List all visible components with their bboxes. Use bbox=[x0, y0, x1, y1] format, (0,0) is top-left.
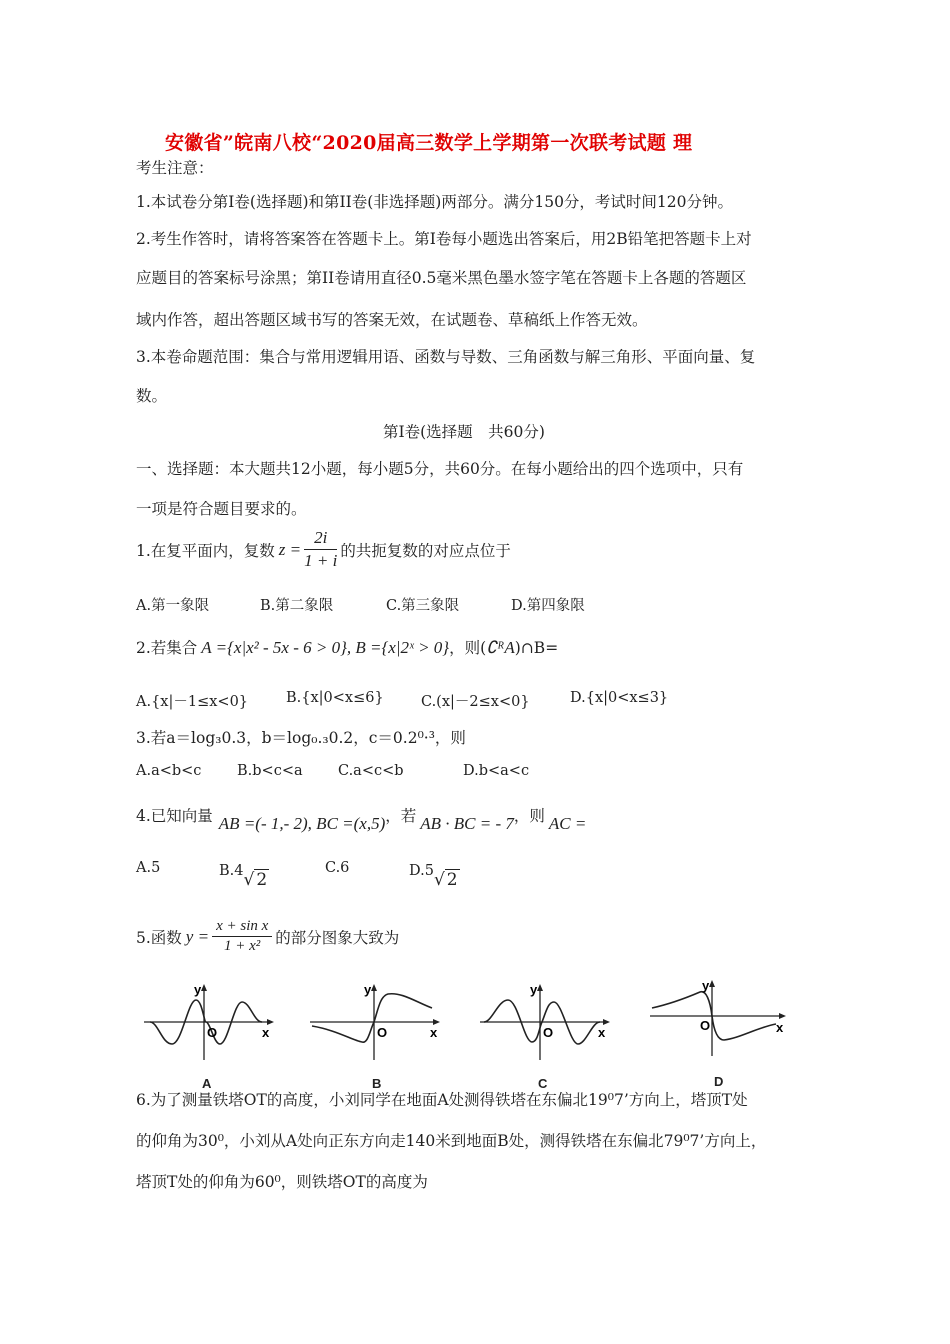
notice-item-3-line-2: 数。 bbox=[136, 387, 168, 405]
q5-suffix: 的部分图象大致为 bbox=[275, 928, 400, 947]
q5-denominator: 1 + x² bbox=[224, 938, 261, 954]
q1-denominator: 1 + i bbox=[304, 551, 338, 570]
q4-option-d[interactable] bbox=[409, 860, 460, 890]
q5-prefix: 5.函数 bbox=[136, 928, 182, 947]
q4-prefix: 4.已知向量 bbox=[136, 807, 213, 825]
q1-fraction bbox=[304, 528, 337, 571]
q4-option-d-radicand: 2 bbox=[446, 870, 458, 890]
q5-graph-c-label: C bbox=[538, 1076, 548, 1091]
q1-numerator: 2i bbox=[304, 528, 337, 550]
q5-graph-c-y-label: y bbox=[530, 982, 538, 997]
q5-graph-c-origin-label: O bbox=[543, 1025, 554, 1040]
q2-option-d[interactable]: D.{x|0<x≤3} bbox=[570, 690, 669, 706]
q5-graph-b-y-label: y bbox=[364, 982, 372, 997]
q2-complement: ∁ᴿA bbox=[486, 638, 515, 657]
question-4-stem bbox=[136, 804, 587, 833]
q3-option-b[interactable]: B.b<c<a bbox=[237, 763, 303, 779]
q5-graph-c-x-label: x bbox=[598, 1025, 606, 1040]
section-intro-line-1: 一、选择题：本大题共12小题，每小题5分，共60分。在每小题给出的四个选项中，只有 bbox=[136, 460, 744, 478]
q4-option-b[interactable] bbox=[219, 860, 269, 890]
q2-option-c[interactable]: C.(x|－2≤x<0} bbox=[421, 694, 530, 710]
q1-option-d[interactable]: D.第四象限 bbox=[511, 598, 585, 614]
q5-graph-a[interactable] bbox=[140, 980, 280, 1091]
q1-option-c[interactable]: C.第三象限 bbox=[386, 598, 460, 614]
q4-option-d-label: D.5 bbox=[409, 863, 434, 879]
q5-graph-d-origin-label: O bbox=[700, 1018, 711, 1033]
q2-tail: )∩B= bbox=[514, 639, 559, 657]
notice-item-2-line-1: 2.考生作答时，请将答案答在答题卡上。第Ⅰ卷每小题选出答案后，用2B铅笔把答题卡上对 bbox=[136, 230, 752, 248]
question-6-line-3: 塔顶T处的仰角为60⁰，则铁塔OT的高度为 bbox=[136, 1173, 428, 1191]
notice-item-2-line-2: 应题目的答案标号涂黑；第II卷请用直径0.5毫米黑色墨水签字笔在答题卡上各题的答题区 bbox=[136, 269, 747, 287]
notice-heading: 考生注意： bbox=[136, 159, 214, 177]
q5-graph-a-y-label: y bbox=[194, 982, 202, 997]
q1-option-b[interactable]: B.第二象限 bbox=[260, 598, 334, 614]
q5-graph-a-label: A bbox=[202, 1076, 212, 1091]
notice-item-3-line-1: 3.本卷命题范围：集合与常用逻辑用语、函数与导数、三角函数与解三角形、平面向量、复 bbox=[136, 348, 756, 366]
q4-option-b-sqrt: √ 2 bbox=[243, 870, 268, 890]
question-6-line-1: 6.为了测量铁塔OT的高度，小刘同学在地面A处测得铁塔在东偏北19⁰7’方向上，塔顶T处 bbox=[136, 1091, 748, 1109]
q5-graph-a-origin-label: O bbox=[207, 1025, 218, 1040]
question-6-line-2: 的仰角为30⁰，小刘从A处向正东方向走140米到地面B处，测得铁塔在东偏北79⁰7’方向上， bbox=[136, 1132, 767, 1150]
q4-ac: AC = bbox=[548, 814, 587, 833]
section-intro-line-2: 一项是符合题目要求的。 bbox=[136, 500, 307, 518]
q5-graph-d-y-label: y bbox=[702, 978, 710, 993]
q2-suffix: ，则( bbox=[449, 639, 487, 657]
q5-graph-c[interactable] bbox=[476, 980, 616, 1091]
q1-option-a[interactable]: A.第一象限 bbox=[136, 598, 210, 614]
q3-option-a[interactable]: A.a<b<c bbox=[136, 763, 202, 779]
q4-mid-2: ，则 bbox=[513, 807, 545, 825]
q4-option-d-sqrt: √ 2 bbox=[433, 870, 458, 890]
page-title: 安徽省”皖南八校“2020届高三数学上学期第一次联考试题 理 bbox=[165, 132, 693, 154]
q2-option-a[interactable]: A.{x|－1≤x<0} bbox=[136, 694, 249, 710]
question-3-stem: 3.若a＝log₃0.3，b＝log₀.₃0.2，c＝0.2⁰·³，则 bbox=[136, 729, 466, 747]
question-1-stem bbox=[136, 528, 511, 571]
q2-prefix: 2.若集合 bbox=[136, 639, 198, 657]
q5-graph-a-x-label: x bbox=[262, 1025, 270, 1040]
q4-option-a[interactable]: A.5 bbox=[136, 860, 161, 876]
q5-y: y = bbox=[185, 926, 210, 946]
q4-option-c[interactable]: C.6 bbox=[325, 860, 350, 876]
q5-graph-b-label: B bbox=[372, 1076, 382, 1091]
q5-graph-b[interactable] bbox=[306, 980, 446, 1091]
question-5-stem bbox=[136, 918, 399, 955]
q5-graph-b-x-label: x bbox=[430, 1025, 438, 1040]
q3-option-c[interactable]: C.a<c<b bbox=[338, 763, 404, 779]
q2-option-b[interactable]: B.{x|0<x≤6} bbox=[286, 690, 384, 706]
q3-option-d[interactable]: D.b<a<c bbox=[463, 763, 530, 779]
q5-numerator: x + sin x bbox=[212, 918, 272, 937]
section-heading: 第Ⅰ卷(选择题 共60分) bbox=[383, 423, 545, 441]
q5-graph-d-x-label: x bbox=[776, 1020, 784, 1035]
q5-graph-d-label: D bbox=[714, 1074, 724, 1089]
q1-suffix: 的共扼复数的对应点位于 bbox=[340, 541, 511, 560]
q4-dot-product: AB · BC = - 7 bbox=[420, 814, 514, 833]
q1-z: z = bbox=[278, 539, 302, 559]
q4-mid-1: ，若 bbox=[385, 807, 417, 825]
q5-graph-d[interactable] bbox=[646, 976, 792, 1089]
q2-sets: A ={x|x² - 5x - 6 > 0}, B ={x|2ˣ > 0} bbox=[201, 638, 450, 657]
q5-fraction bbox=[212, 918, 272, 955]
q5-graph-b-origin-label: O bbox=[377, 1025, 388, 1040]
q4-vectors: AB =(- 1,- 2), BC =(x,5) bbox=[218, 814, 386, 833]
notice-item-2-line-3: 域内作答，超出答题区域书写的答案无效，在试题卷、草稿纸上作答无效。 bbox=[136, 311, 648, 329]
q4-option-b-label: B.4 bbox=[219, 863, 244, 879]
notice-item-1: 1.本试卷分第Ⅰ卷(选择题)和第II卷(非选择题)两部分。满分150分，考试时间120分钟。 bbox=[136, 193, 734, 211]
question-2-stem bbox=[136, 636, 558, 658]
q1-prefix: 1.在复平面内，复数 bbox=[136, 541, 275, 560]
q4-option-b-radicand: 2 bbox=[256, 870, 268, 890]
